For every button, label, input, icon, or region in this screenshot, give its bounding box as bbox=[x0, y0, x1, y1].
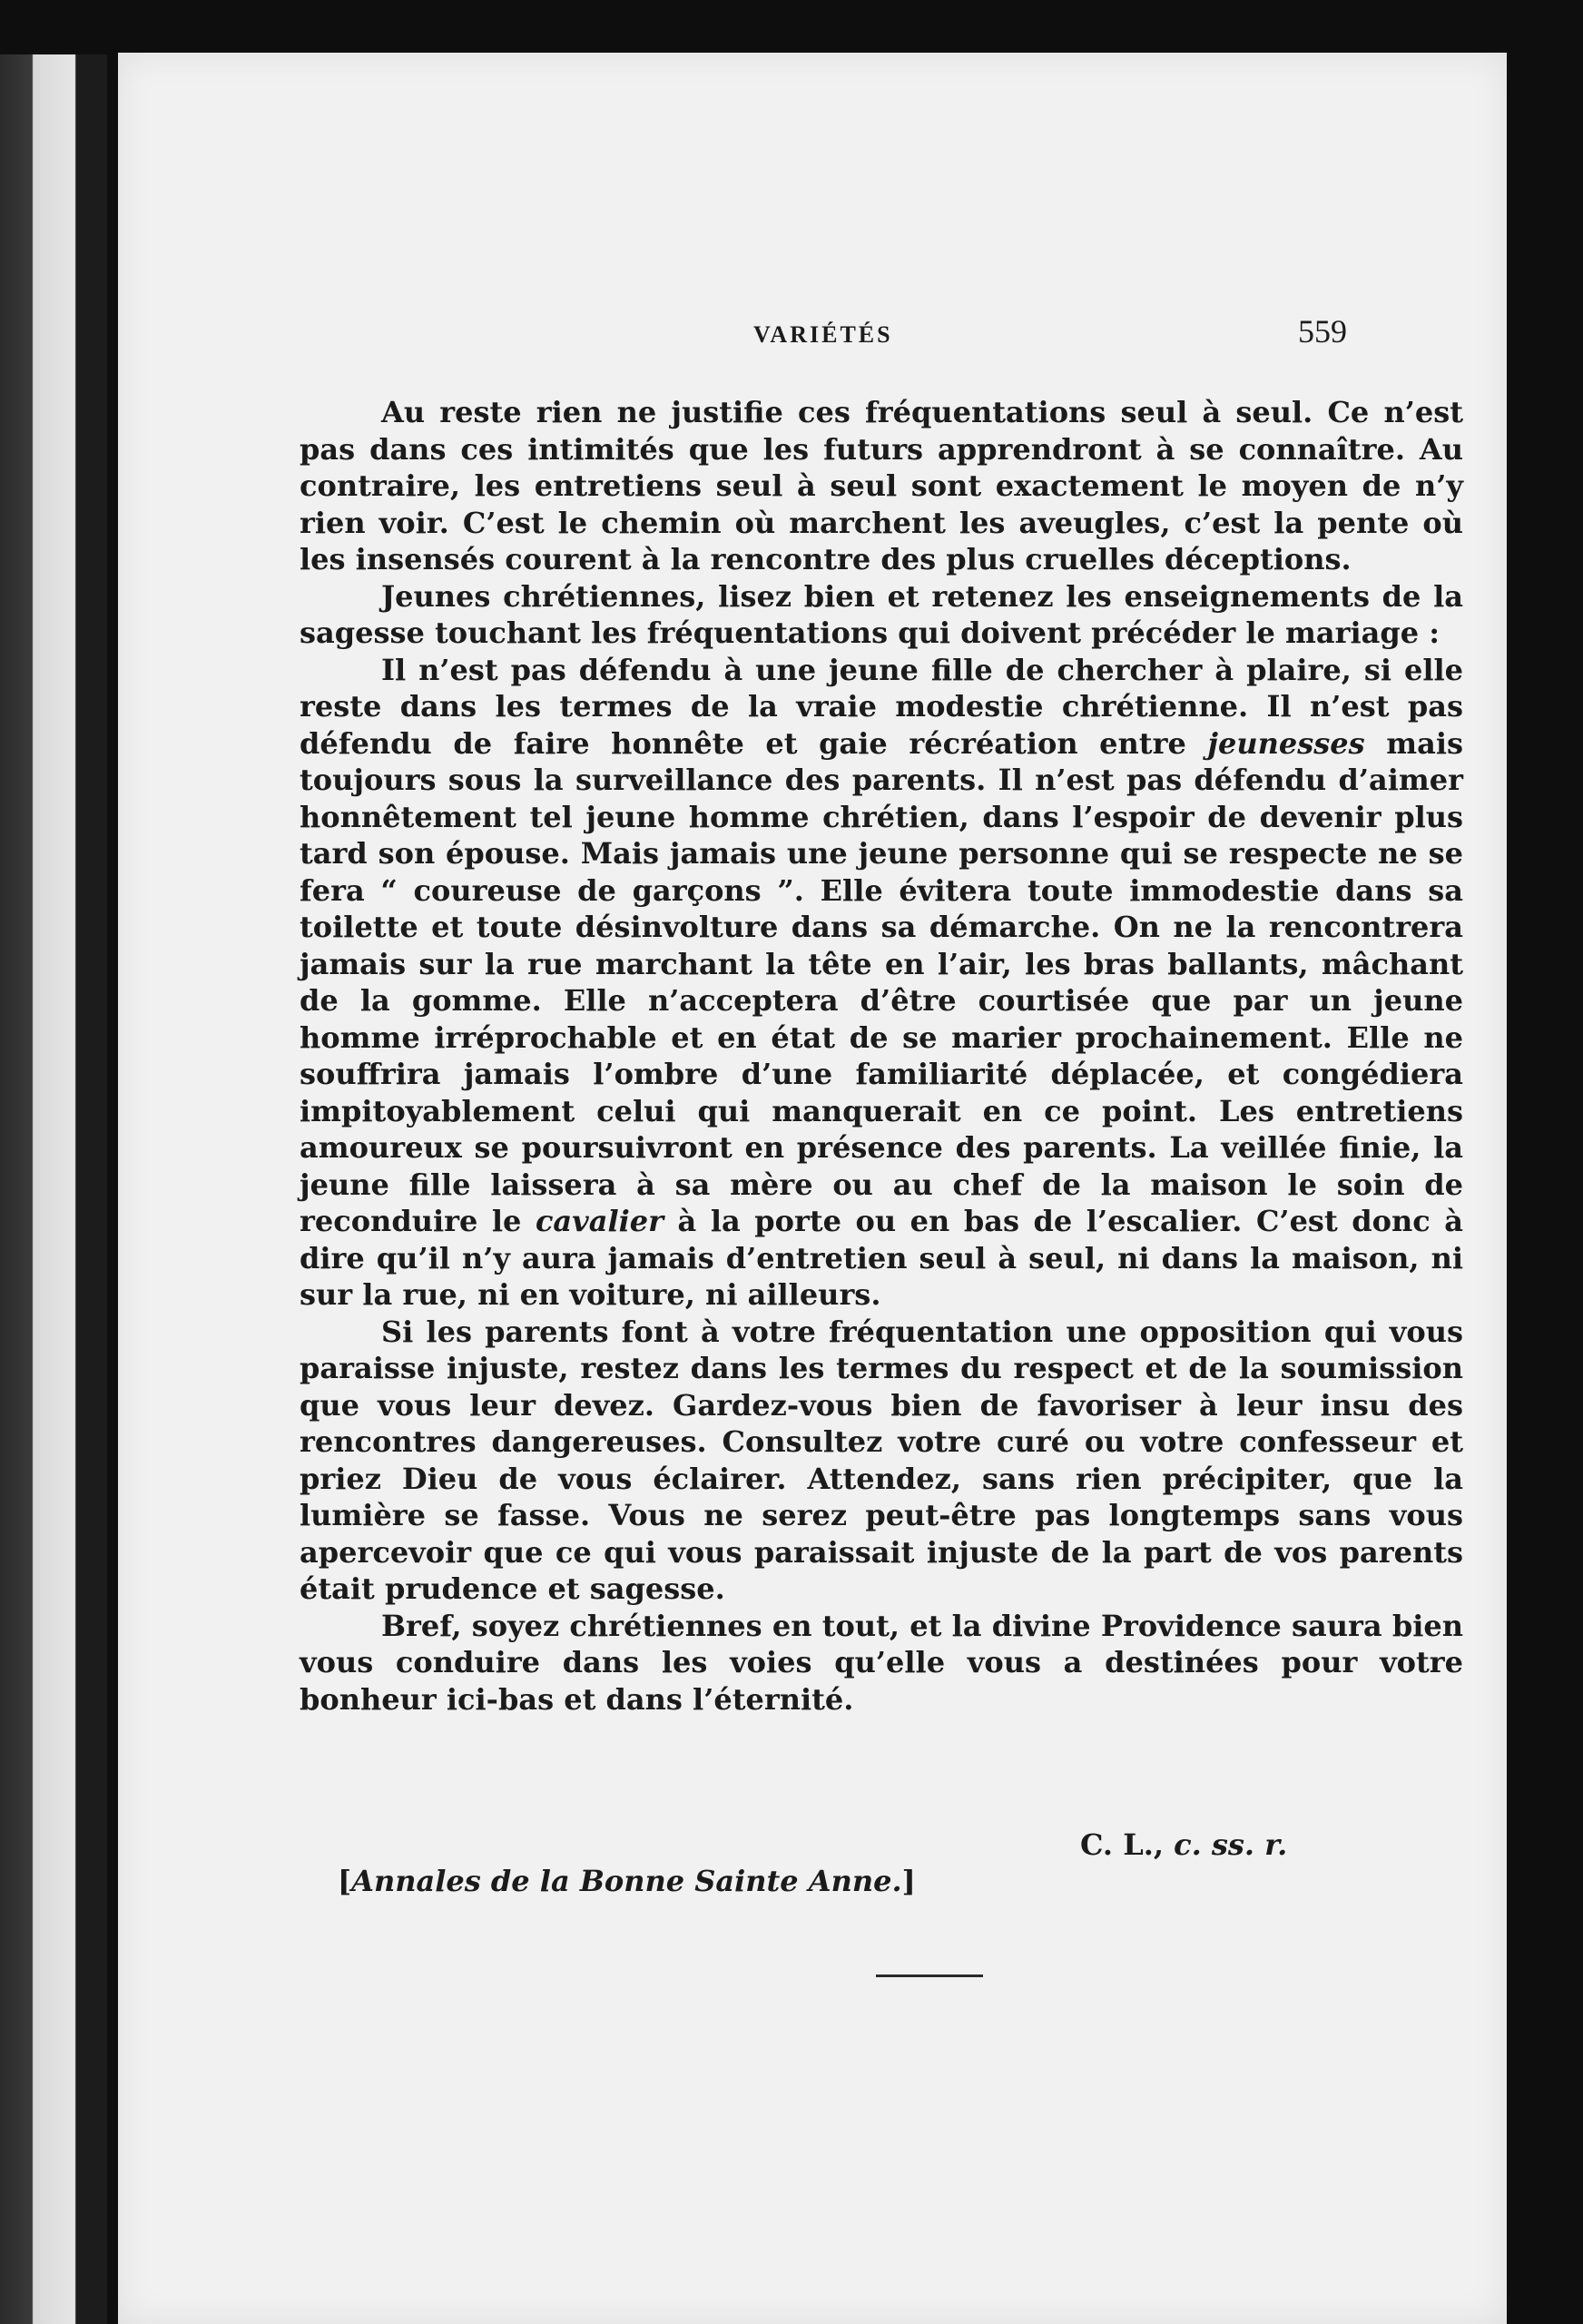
paragraph bbox=[300, 578, 1463, 652]
signature bbox=[1080, 1827, 1287, 1862]
facing-page-edge bbox=[0, 54, 107, 2324]
page-number: 559 bbox=[1298, 313, 1347, 350]
paragraph-text: Jeunes chrétiennes, lisez bien et retenez les enseignements de la sagesse touchant les fréquentations qui doivent précéder le mariage : bbox=[300, 578, 1463, 650]
source-citation bbox=[338, 1864, 916, 1898]
end-rule bbox=[876, 1974, 983, 1977]
paragraph-text: à la porte ou en bas de l’escalier. C’est donc à dire qu’il n’y aura jamais d’entretien seul à seul, ni dans la maison, ni sur la rue, ni en voiture, ni ailleurs. bbox=[300, 1204, 1464, 1312]
paragraph bbox=[300, 652, 1463, 1314]
signature-initials: C. L., bbox=[1080, 1827, 1164, 1862]
paragraph-text: mais toujours sous la surveillance des parents. Il n’est pas défendu d’aimer honnêtement tel jeune homme chrétien, dans l’espoir de devenir plus tard son épouse. Mais jamais une jeune personne qui se respecte ne se fera “ coureuse de garçons ”. Elle évitera toute immodestie dans sa toilette et toute désinvolture dans sa démarche. On ne la rencontrera jamais sur la rue marchant la tête en l’air, les bras ballants, mâchant de la gomme. Elle n’acceptera d’être courtisée que par un jeune homme irréprochable et en état de se marier prochainement. Elle ne souffrira jamais l’ombre d’une familiarité déplacée, et congédiera impitoyablement celui qui manquerait en ce point. Les entretiens amoureux se poursuivront en présence des parents. La veillée finie, la jeune fille laissera à sa mère ou au chef de la maison le soin de reconduire le bbox=[300, 725, 1464, 1238]
paragraph-text: Au reste rien ne justifie ces fréquentations seul à seul. Ce n’est pas dans ces intimités que les futurs apprendront à se connaître. Au contraire, les entretiens seul à seul sont exactement le moyen de n’y rien voir. C’est le chemin où marchent les aveugles, c’est la pente où les insensés courent à la rencontre des plus cruelles déceptions. bbox=[300, 395, 1463, 576]
source-close-bracket: ] bbox=[901, 1864, 916, 1898]
paragraph bbox=[300, 1314, 1463, 1608]
paragraph bbox=[300, 1608, 1463, 1718]
paragraph-text: Si les parents font à votre fréquentation une opposition qui vous paraisse injuste, restez dans les termes du respect et de la soumission que vous leur devez. Gardez-vous bien de favoriser à leur insu des rencontres dangereuses. Consultez votre curé ou votre confesseur et priez Dieu de vous éclairer. Attendez, sans rien précipiter, que la lumière se fasse. Vous ne serez peut-être pas longtemps sans vous apercevoir que ce qui vous paraissait injuste de la part de vos parents était prudence et sagesse. bbox=[300, 1314, 1463, 1606]
source-title: Annales de la Bonne Sainte Anne. bbox=[351, 1864, 902, 1898]
paragraph-text: Il n’est pas défendu à une jeune fille de chercher à plaire, si elle reste dans les termes de la vraie modestie chrétienne. Il n’est pas défendu de faire honnête et gaie récréation entre bbox=[300, 652, 1463, 761]
paragraph-text: Bref, soyez chrétiennes en tout, et la divine Providence saura bien vous conduire dans les voies qu’elle vous a destinées pour votre bonheur ici-bas et dans l’éternité. bbox=[300, 1608, 1463, 1717]
paragraph bbox=[300, 394, 1463, 578]
running-head: VARIÉTÉS bbox=[753, 321, 893, 348]
source-open-bracket: [ bbox=[338, 1864, 352, 1898]
italic-text: cavalier bbox=[535, 1204, 664, 1238]
page-header bbox=[118, 278, 1507, 350]
article-body bbox=[300, 394, 1463, 1718]
italic-text: jeunesses bbox=[1207, 725, 1365, 761]
book-page bbox=[118, 53, 1507, 2324]
signature-order: c. ss. r. bbox=[1174, 1827, 1288, 1862]
